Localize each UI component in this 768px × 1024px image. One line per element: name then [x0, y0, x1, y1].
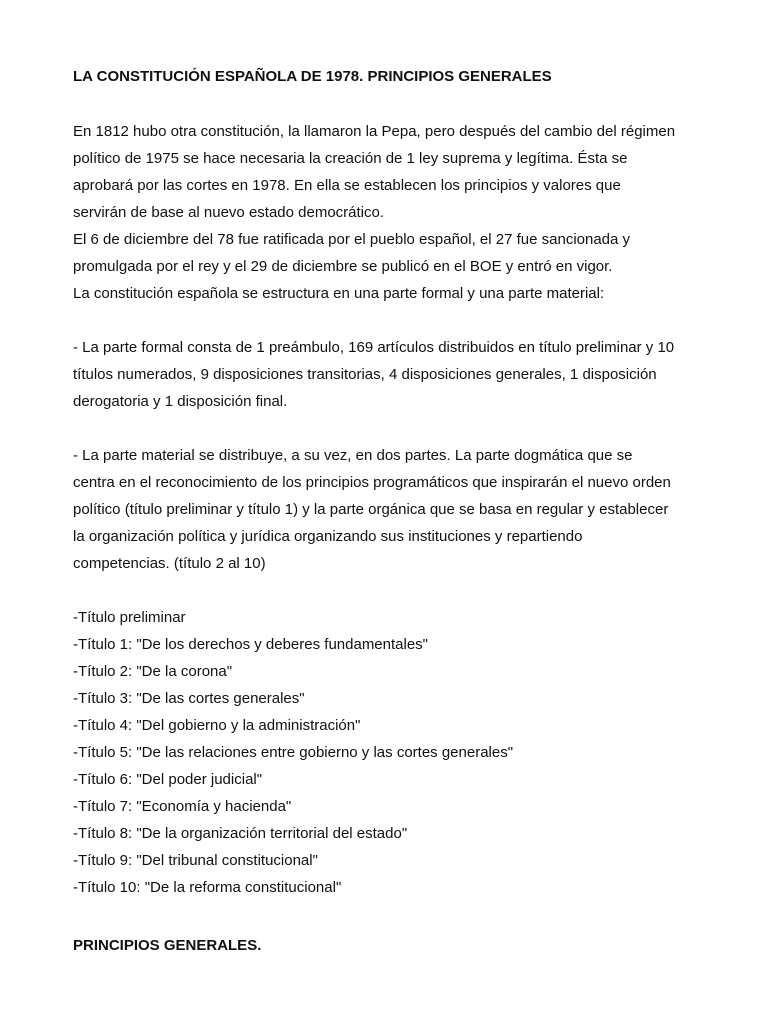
- text-line: competencias. (título 2 al 10): [73, 555, 266, 572]
- list-item: -Título 3: "De las cortes generales": [73, 690, 305, 707]
- text-line: promulgada por el rey y el 29 de diciembre se publicó en el BOE y entró en vigor.: [73, 258, 613, 275]
- list-item: -Título 4: "Del gobierno y la administración": [73, 717, 361, 734]
- text-line: centra en el reconocimiento de los principios programáticos que inspirarán el nuevo orden: [73, 474, 671, 491]
- list-item: -Título 10: "De la reforma constitucional": [73, 879, 342, 896]
- list-item: -Título 8: "De la organización territorial del estado": [73, 825, 408, 842]
- text-line: En 1812 hubo otra constitución, la llamaron la Pepa, pero después del cambio del régimen: [73, 123, 676, 140]
- spacer: [73, 307, 728, 334]
- text-line: derogatoria y 1 disposición final.: [73, 393, 288, 410]
- text-line: La constitución española se estructura en una parte formal y una parte material:: [73, 285, 605, 302]
- text-line: político (título preliminar y título 1) y la parte orgánica que se basa en regular y establecer: [73, 501, 669, 518]
- titles-list: [73, 604, 728, 901]
- text-line: títulos numerados, 9 disposiciones transitorias, 4 disposiciones generales, 1 disposición: [73, 366, 657, 383]
- list-item: -Título 1: "De los derechos y deberes fundamentales": [73, 636, 429, 653]
- list-item: -Título 5: "De las relaciones entre gobierno y las cortes generales": [73, 744, 514, 761]
- text-line: la organización política y jurídica organizando sus instituciones y repartiendo: [73, 528, 583, 545]
- list-item: -Título 6: "Del poder judicial": [73, 771, 263, 788]
- text-line: servirán de base al nuevo estado democrático.: [73, 204, 385, 221]
- document-title: LA CONSTITUCIÓN ESPAÑOLA DE 1978. PRINCIPIOS GENERALES: [73, 68, 552, 85]
- material-part-paragraph: [73, 442, 728, 577]
- list-item: -Título 2: "De la corona": [73, 663, 233, 680]
- text-line: aprobará por las cortes en 1978. En ella se establecen los principios y valores que: [73, 177, 621, 194]
- text-line: político de 1975 se hace necesaria la creación de 1 ley suprema y legítima. Ésta se: [73, 150, 628, 167]
- section-heading: PRINCIPIOS GENERALES.: [73, 937, 262, 954]
- list-item: -Título 7: "Economía y hacienda": [73, 798, 292, 815]
- text-line: El 6 de diciembre del 78 fue ratificada por el pueblo español, el 27 fue sancionada y: [73, 231, 631, 248]
- list-item: -Título preliminar: [73, 609, 186, 626]
- intro-paragraph: [73, 118, 728, 307]
- formal-part-paragraph: [73, 334, 728, 415]
- text-line: - La parte material se distribuye, a su vez, en dos partes. La parte dogmática que se: [73, 447, 633, 464]
- spacer: [73, 901, 728, 928]
- text-line: - La parte formal consta de 1 preámbulo, 169 artículos distribuidos en título preliminar y 10: [73, 339, 675, 356]
- spacer: [73, 415, 728, 442]
- list-item: -Título 9: "Del tribunal constitucional": [73, 852, 318, 869]
- spacer: [73, 577, 728, 604]
- spacer: [73, 87, 728, 118]
